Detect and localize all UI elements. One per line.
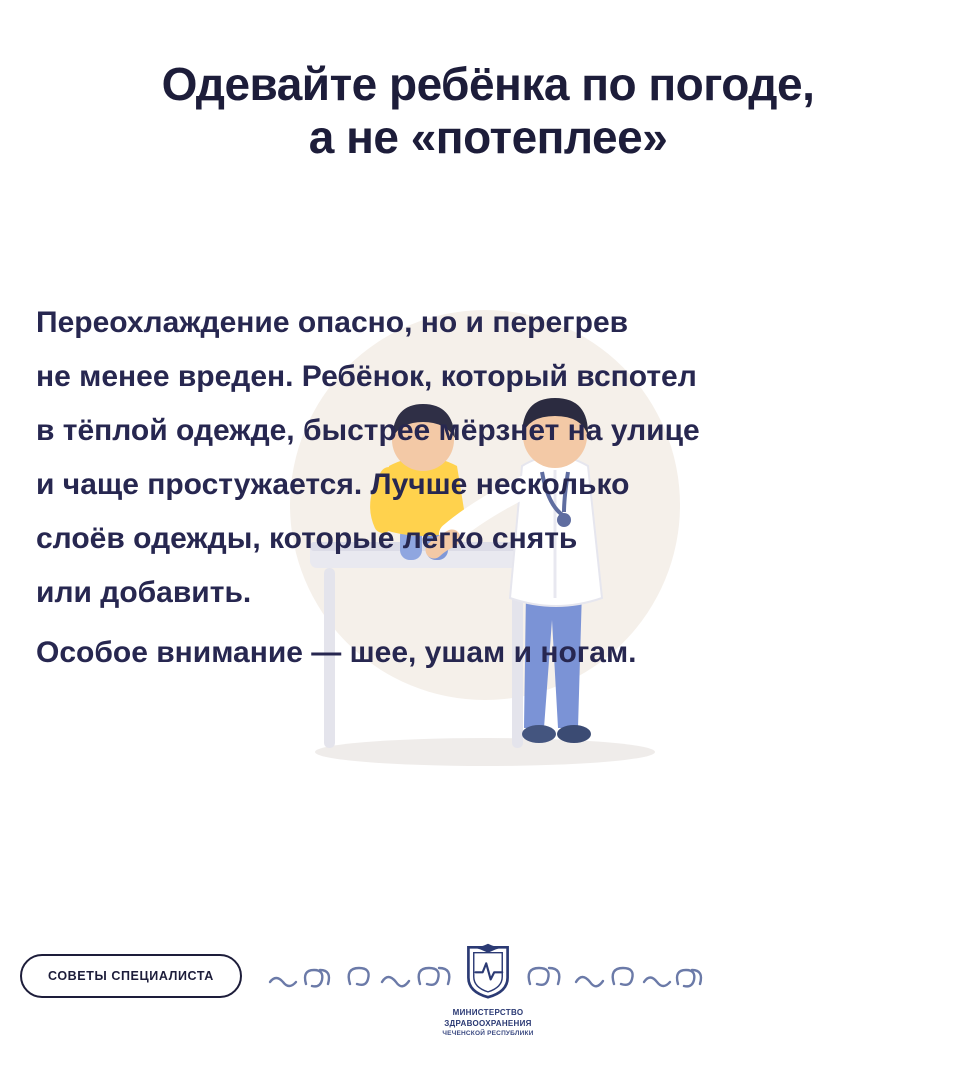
- title-line-2: а не «потеплее»: [308, 110, 668, 163]
- title-line-1: Одевайте ребёнка по погоде,: [161, 58, 815, 110]
- emblem-caption: [388, 1008, 588, 1038]
- body-line-2: не менее вреден. Ребёнок, который вспотел: [36, 360, 697, 393]
- poster-title: [0, 58, 976, 164]
- body-line-1: Переохлаждение опасно, но и перегрев: [36, 306, 629, 339]
- ministry-emblem-icon: [463, 942, 513, 999]
- emblem-caption-line-2: ЗДРАВООХРАНЕНИЯ: [444, 1018, 532, 1028]
- body-line-7: Особое внимание — шее, ушам и ногам.: [36, 636, 637, 669]
- emblem-caption-line-1: МИНИСТЕРСТВО: [452, 1008, 524, 1017]
- body-line-4: и чаще простужается. Лучше несколько: [36, 468, 630, 501]
- poster-body: [36, 296, 956, 680]
- body-line-5: слоёв одежды, которые легко снять: [36, 522, 578, 555]
- body-line-3: в тёплой одежде, быстрее мёрзнет на улице: [36, 414, 700, 447]
- body-line-6: или добавить.: [36, 576, 252, 609]
- status-badge: СОВЕТЫ СПЕЦИАЛИСТА: [20, 954, 242, 998]
- poster-footer: [0, 930, 976, 1080]
- emblem-caption-line-3: ЧЕЧЕНСКОЙ РЕСПУБЛИКИ: [442, 1029, 534, 1037]
- ministry-emblem: [388, 942, 588, 1038]
